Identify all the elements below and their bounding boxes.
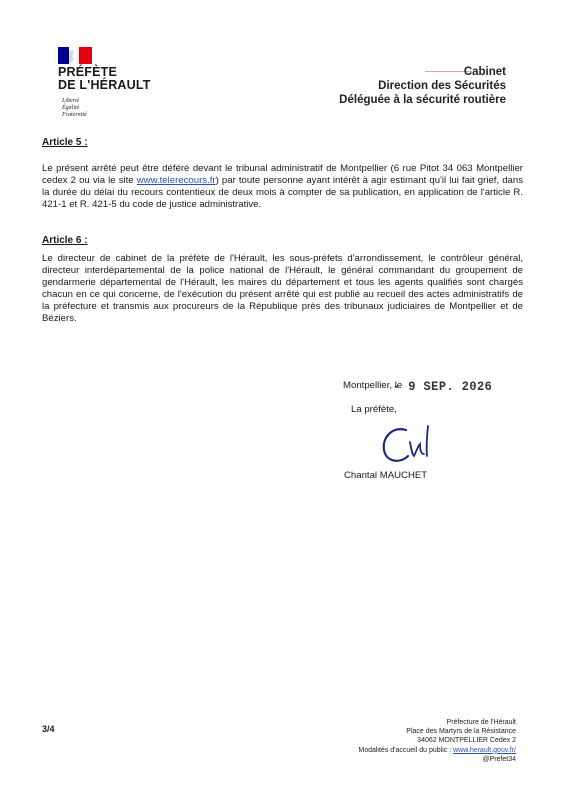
dept-delegation: Déléguée à la sécurité routière: [339, 94, 506, 106]
article-5-text-end: ) par toute personne ayant intérêt à agir estimant qu'il lui fait grief, dans la durée du délai du recours contentieux de deux mois à compter de sa publication, en application de l'article R. 421-1 et R. 421-5 du code de justice administrative.: [42, 175, 523, 210]
footer-twitter-handle: @Prefet34: [482, 755, 516, 763]
prefecture-name: [58, 66, 151, 92]
telerecours-link[interactable]: www.telerecours.fr: [136, 175, 216, 186]
motto-fraternite: Fraternité: [62, 112, 87, 118]
prefecture-line-2: DE L'HÉRAULT: [58, 78, 151, 92]
flag-blue-band: [58, 47, 69, 64]
dept-direction: Direction des Sécurités: [378, 80, 506, 92]
article-5-title: Article 5 :: [42, 137, 88, 148]
date-stamp: - 9 SEP. 2026: [393, 379, 493, 394]
article-6-title: Article 6 :: [42, 235, 88, 246]
marianne-logo: [58, 47, 92, 64]
article-5-text: [42, 163, 523, 211]
footer-line-4: [358, 746, 516, 755]
issuing-department: [339, 65, 506, 107]
flag-red-band: [79, 47, 92, 64]
motto-egalite: Égalité: [62, 105, 80, 111]
dept-cabinet: Cabinet: [463, 66, 506, 78]
footer-line-1: Préfecture de l'Hérault: [446, 719, 516, 726]
footer-line-3: 34062 MONTPELLIER Cedex 2: [417, 737, 516, 745]
republic-motto: [62, 98, 87, 119]
article-5-text-start: Le présent arrêté peut être déféré devant le tribunal administratif de Montpellier (6 rue Pitot 34 063 Montpellier cedex 2 ou via le site: [42, 163, 523, 186]
signature-place: Montpellier, le: [343, 380, 403, 391]
herault-website-link[interactable]: www.herault.gouv.fr/: [453, 746, 516, 754]
article-6-text: Le directeur de cabinet de la préfète de l'Hérault, les sous-préfets d'arrondissement, le contrôleur général, directeur interdépartemental de la police national de l'Hérault, le général commandant du groupement de gendarmerie départemental de l'Hérault, les maires du département et tous les agents qualifiés sont chargés chacun en ce qui concerne, de l'exécution du présent arrêté qui est publié au recueil des actes administratifs de la préfecture et transmis aux procureurs de la République près des tribunaux judiciaires de Montpellier et de Béziers.: [42, 253, 523, 324]
footer-address: [358, 718, 516, 764]
signatory-title: La préfète,: [351, 404, 397, 415]
footer-line-2: Place des Martyrs de la Résistance: [406, 728, 516, 736]
handwritten-signature: [374, 420, 454, 468]
motto-liberte: Liberté: [62, 98, 80, 104]
footer-access-label: Modalités d'accueil du public :: [358, 746, 454, 754]
page-number: 3/4: [42, 724, 55, 734]
prefecture-line-1: PRÉFÈTE: [58, 65, 118, 79]
signatory-name: Chantal MAUCHET: [344, 470, 428, 481]
marianne-profile-icon: [69, 47, 79, 64]
